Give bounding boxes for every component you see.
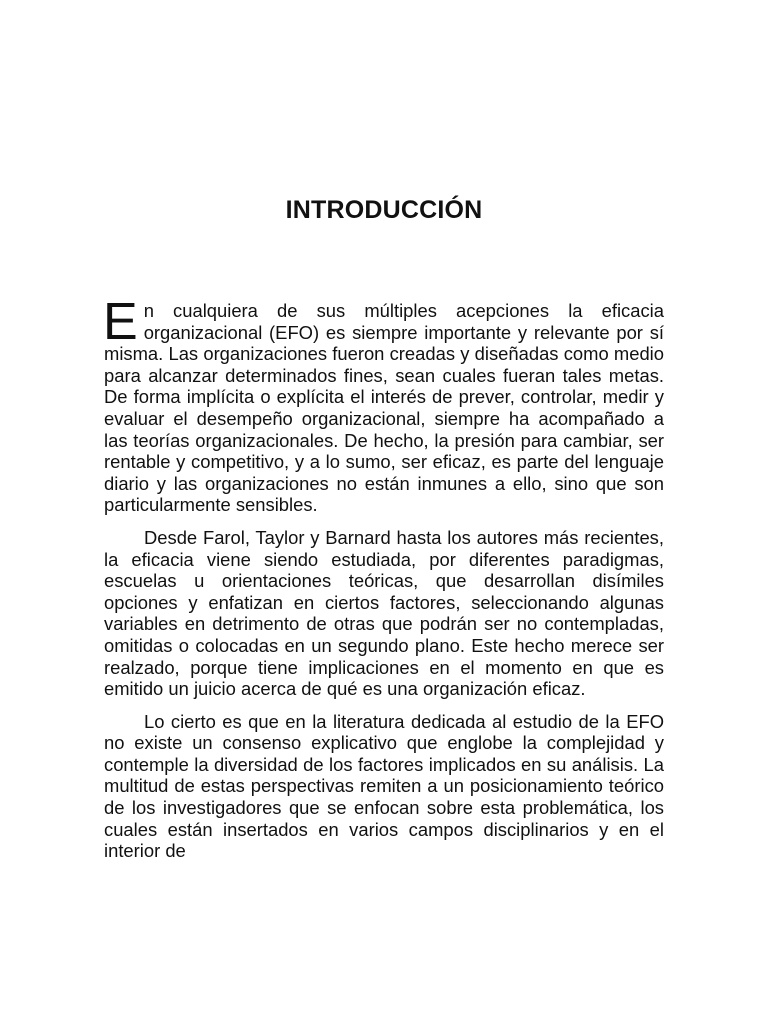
paragraph-2: Desde Farol, Taylor y Barnard hasta los autores más recientes, la eficacia viene siendo estudiada, por diferentes paradigmas, escuelas u orientaciones teóricas, que desarrollan disímiles opciones y enfatizan en ciertos factores, seleccionando algunas variables en detrimento de otras que podrán ser no contempladas, omitidas o colocadas en un segundo plano. Este hecho merece ser realzado, porque tiene implicaciones en el momento en que es emitido un juicio acerca de qué es una organización eficaz. bbox=[104, 526, 664, 700]
body-text bbox=[103, 293, 664, 873]
paragraph-1 bbox=[103, 293, 664, 516]
paragraph-3: Lo cierto es que en la literatura dedicada al estudio de la EFO no existe un consenso explicativo que englobe la complejidad y contemple la diversidad de los factores implicados en su análisis. La multitud de estas perspectivas remiten a un posicionamiento teórico de los investigadores que se enfocan sobre esta problemática, los cuales están insertados en varios campos disciplinarios y en el interior de bbox=[104, 710, 664, 862]
paragraph-1-text: n cualquiera de sus múltiples acepciones la eficacia organizacional (EFO) es siempre importante y relevante por sí misma. Las organizaciones fueron creadas y diseñadas como medio para alcanzar determinados fines, sean cuales fueran tales metas. De forma implícita o explícita el interés de prever, controlar, medir y evaluar el desempeño organizacional, siempre ha acompañado a las teorías organizacionales. De hecho, la presión para cambiar, ser rentable y competitivo, y a lo sumo, ser eficaz, es parte del lenguaje diario y las organizaciones no están inmunes a ello, sino que son particularmente sensibles. bbox=[104, 300, 664, 516]
drop-cap: E bbox=[103, 293, 138, 351]
page-title: INTRODUCCIÓN bbox=[285, 196, 483, 224]
